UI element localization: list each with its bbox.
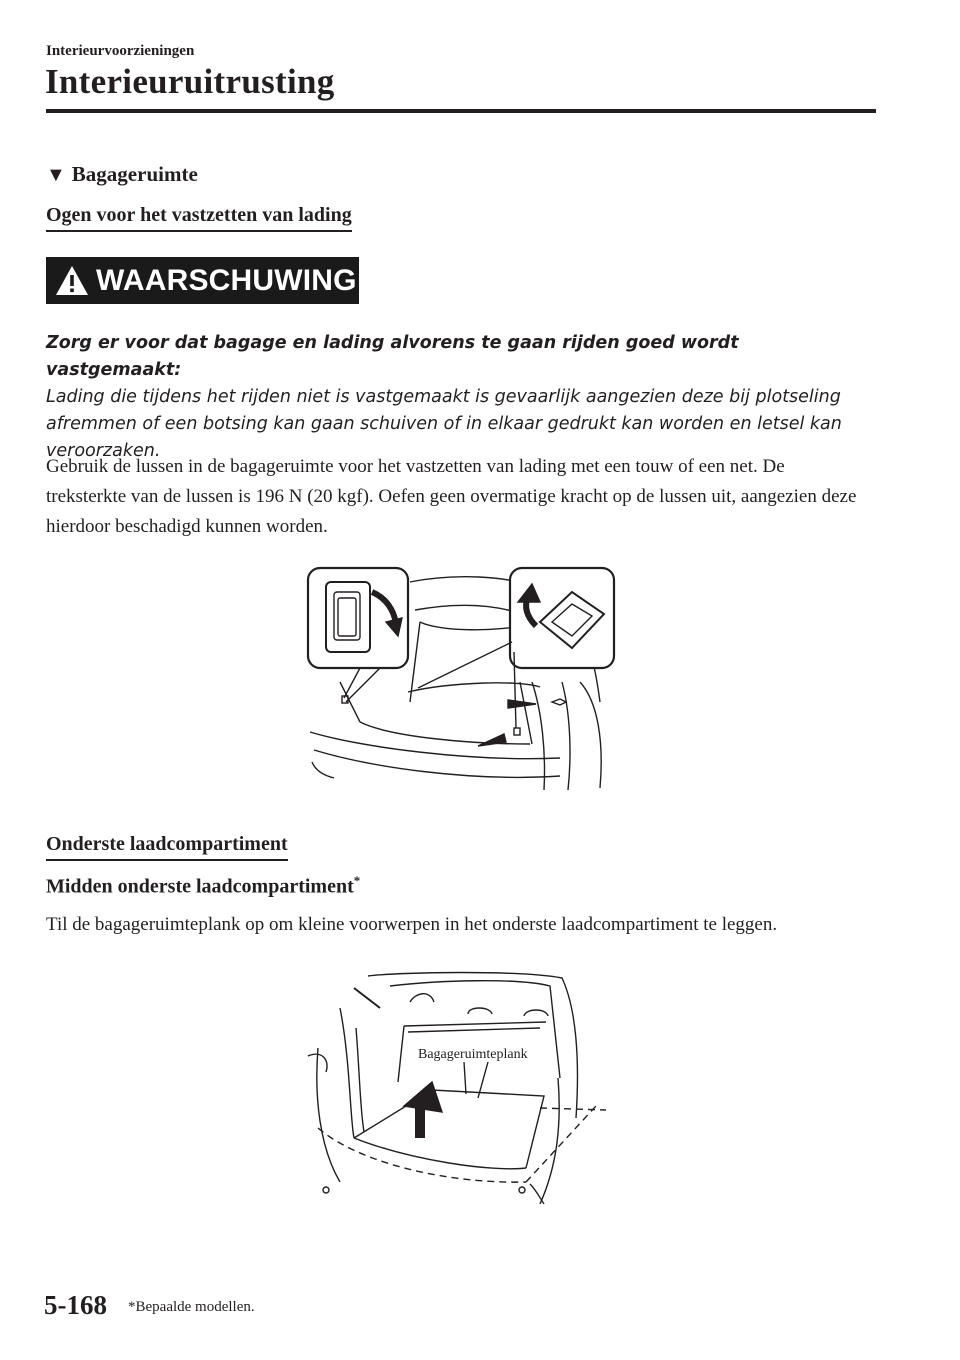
triangle-down-icon: ▼ xyxy=(46,164,66,186)
trunk-hooks-illustration xyxy=(300,562,640,794)
figure-label: Bagageruimteplank xyxy=(418,1047,528,1062)
title-rule xyxy=(46,109,876,113)
section-heading xyxy=(46,162,198,187)
paragraph-lower-compartment: Til de bagageruimteplank op om kleine voorwerpen in het onderste laadcompartiment te leggen. xyxy=(46,914,778,935)
warning-label: WAARSCHUWING xyxy=(96,263,357,297)
warning-bold-line: Zorg er voor dat bagage en lading alvorens te gaan rijden goed wordt vastgemaakt: xyxy=(46,333,739,380)
section-title: Bagageruimte xyxy=(71,162,198,186)
subsection-title-cargo-eyes: Ogen voor het vastzetten van lading xyxy=(46,204,352,232)
paragraph-cargo-eyes: Gebruik de lussen in de bagageruimte voor het vastzetten van lading met een touw of een net. De treksterkte van de lussen is 196 N (20 kgf). Oefen geen overmatige kracht op de lussen uit, aangezien deze hierdoor beschadigd kunnen worden. xyxy=(46,456,857,537)
running-head: Interieurvoorzieningen xyxy=(46,43,195,59)
subsection-title-lower-compartment: Onderste laadcompartiment xyxy=(46,833,288,861)
warning-body: Lading die tijdens het rijden niet is vastgemaakt is gevaarlijk aangezien deze bij plotseling afremmen of een botsing kan gaan schuiven of in elkaar gedrukt kan worden en letsel kan veroorzaken. xyxy=(46,387,842,461)
trunk-board-illustration xyxy=(300,968,620,1206)
chapter-title: Interieuruitrusting xyxy=(45,62,335,101)
middle-compartment-title: Midden onderste laadcompartiment xyxy=(46,875,354,898)
warning-box xyxy=(46,257,359,304)
warning-text xyxy=(46,330,866,465)
footnote-mark: * xyxy=(353,873,361,888)
subsection-title-middle-lower-compartment xyxy=(46,873,360,899)
page-number: 5-168 xyxy=(44,1290,107,1320)
footnote: *Bepaalde modellen. xyxy=(128,1299,255,1315)
warning-triangle-icon xyxy=(54,264,90,298)
